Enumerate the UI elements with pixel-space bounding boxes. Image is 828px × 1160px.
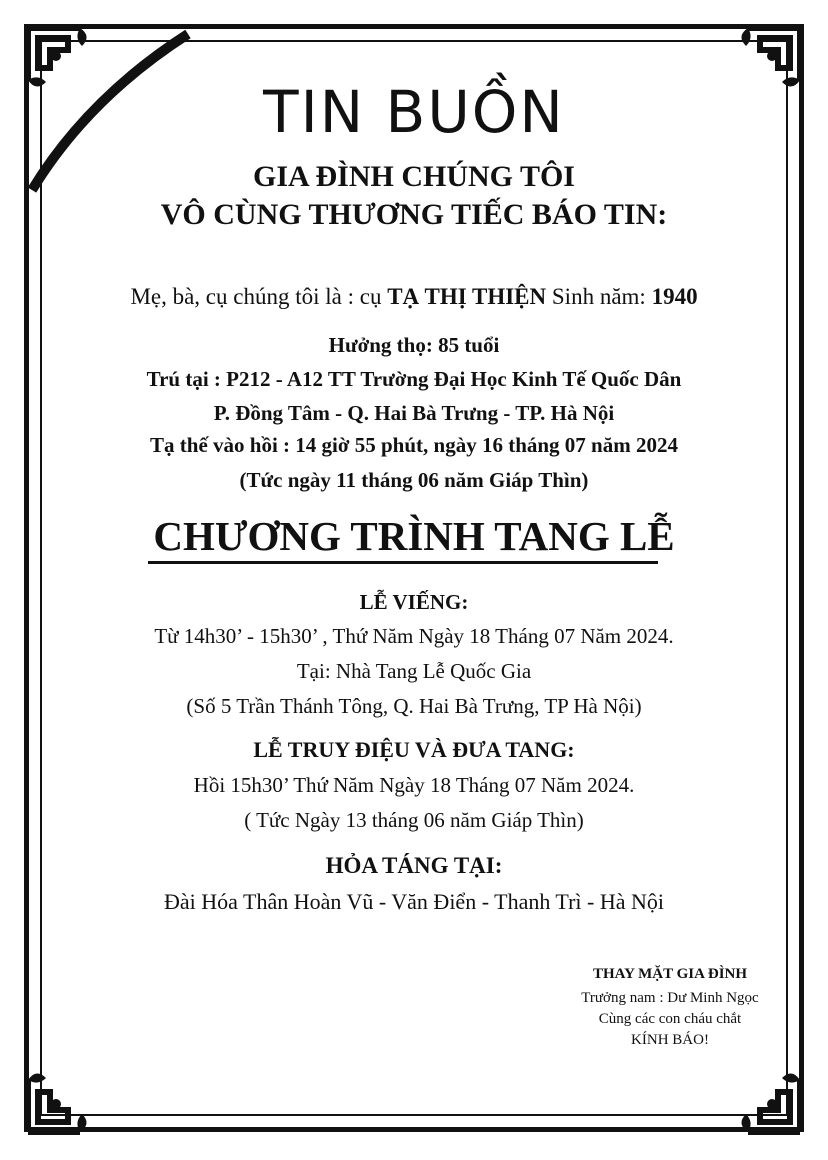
viewing-heading: LỄ VIẾNG: <box>359 590 469 614</box>
memorial-time: Hồi 15h30’ Thứ Năm Ngày 18 Tháng 07 Năm 2024. <box>193 773 635 797</box>
corner-ornament-bottom-left-icon <box>20 1040 120 1140</box>
address-line-1: Trú tại : P212 - A12 TT Trường Đại Học Kinh Tế Quốc Dân <box>146 367 682 391</box>
passed-away-line: Tạ thế vào hồi : 14 giờ 55 phút, ngày 16 tháng 07 năm 2024 <box>150 433 678 457</box>
corner-ornament-bottom-right-icon <box>708 1040 808 1140</box>
cremation-heading: HỎA TÁNG TẠI: <box>325 853 503 878</box>
birth-label: Sinh năm: <box>546 284 652 309</box>
program-title-underline <box>148 561 658 564</box>
signature-closing: KÍNH BÁO! <box>631 1032 709 1048</box>
heading-line-1: GIA ĐÌNH CHÚNG TÔI <box>252 160 575 193</box>
cremation-place: Đài Hóa Thân Hoàn Vũ - Văn Điển - Thanh Trì - Hà Nội <box>163 889 665 914</box>
memorial-heading: LỄ TRUY ĐIỆU VÀ ĐƯA TANG: <box>253 737 575 762</box>
age-line: Hưởng thọ: 85 tuổi <box>328 333 500 357</box>
address-line-2: P. Đồng Tâm - Q. Hai Bà Trưng - TP. Hà Nội <box>213 401 615 425</box>
signature-eldest-son: Trưởng nam : Dư Minh Ngọc <box>581 990 759 1006</box>
signature-heading: THAY MẶT GIA ĐÌNH <box>592 966 748 982</box>
signature-descendants: Cùng các con cháu chắt <box>598 1011 742 1027</box>
viewing-time: Từ 14h30’ - 15h30’ , Thứ Năm Ngày 18 Tháng 07 Năm 2024. <box>154 624 674 648</box>
intro-prefix: Mẹ, bà, cụ chúng tôi là : cụ <box>130 284 388 309</box>
memorial-lunar-date: ( Tức Ngày 13 tháng 06 năm Giáp Thìn) <box>244 808 584 832</box>
program-title: CHƯƠNG TRÌNH TANG LỄ <box>153 513 675 559</box>
viewing-address: (Số 5 Trần Thánh Tông, Q. Hai Bà Trưng, TP Hà Nội) <box>186 694 642 718</box>
heading-line-2: VÔ CÙNG THƯƠNG TIẾC BÁO TIN: <box>160 198 668 231</box>
birth-year: 1940 <box>651 284 698 309</box>
deceased-intro <box>0 284 828 310</box>
lunar-date-line: (Tức ngày 11 tháng 06 năm Giáp Thìn) <box>239 468 589 492</box>
deceased-name: TẠ THỊ THIỆN <box>387 284 547 309</box>
page-title: TIN BUỒN <box>263 78 565 146</box>
viewing-place: Tại: Nhà Tang Lễ Quốc Gia <box>296 659 532 683</box>
